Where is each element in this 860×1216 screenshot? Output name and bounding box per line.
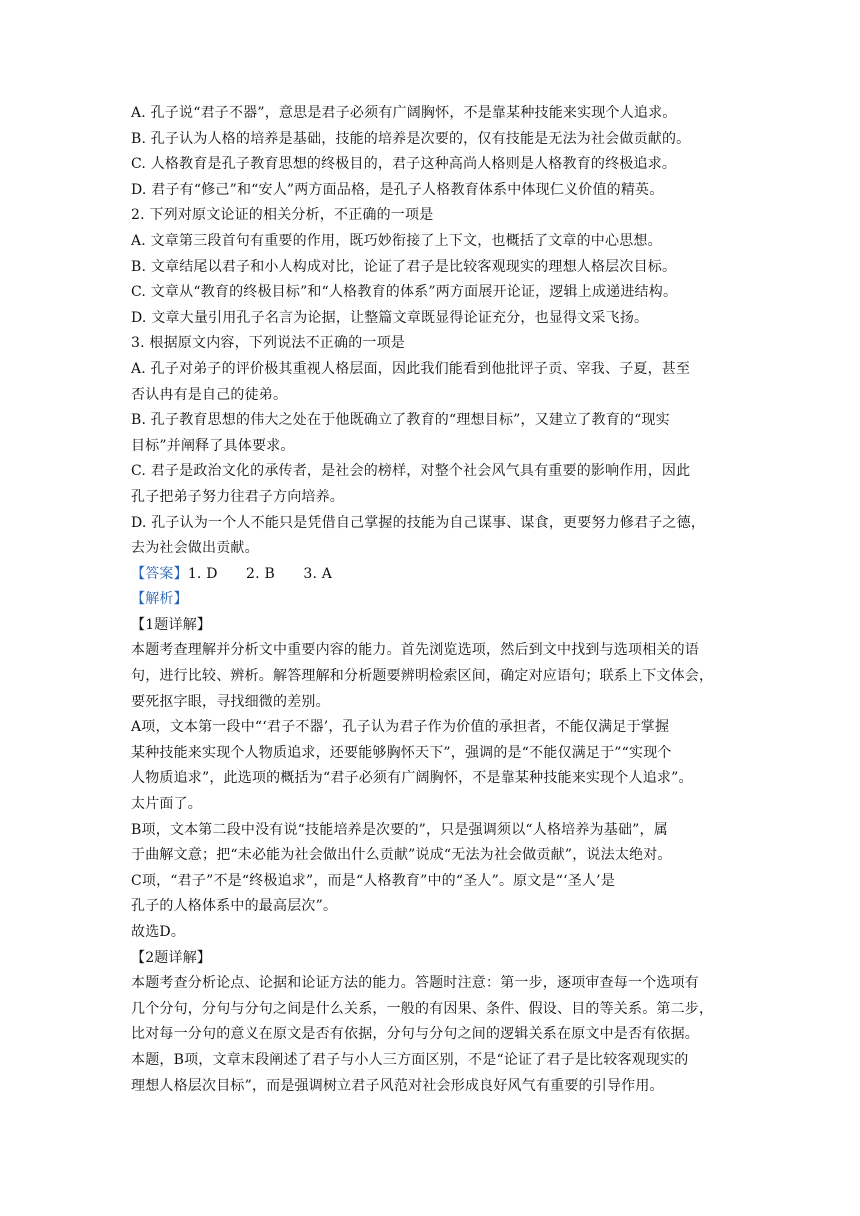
option-3b-line-1: B. 孔子教育思想的伟大之处在于他既确立了教育的“理想目标”，又建立了教育的“现实	[131, 412, 670, 429]
option-1c: C. 人格教育是孔子教育思想的终极目的，君子这种高尚人格则是人格教育的终极追求。	[131, 156, 677, 173]
detail-1-line: A项，文本第一段中“‘君子不器’，孔子认为君子作为价值的承担者，不能仅满足于掌握	[131, 719, 670, 736]
answer-tag: 【答案】	[131, 565, 188, 582]
detail-1-line: 某种技能来实现个人物质追求，还要能够胸怀天下”，强调的是“不能仅满足于”“实现个	[131, 744, 672, 761]
detail-2-line: 本题，B项，文章末段阐述了君子与小人三方面区别，不是“论证了君子是比较客观现实的	[131, 1051, 689, 1068]
option-3a-line-2: 否认冉有是自己的徒弟。	[131, 386, 288, 403]
answer-line	[131, 562, 731, 588]
document-page	[131, 101, 731, 1099]
detail-1-line: 太片面了。	[131, 796, 202, 813]
question-3: 3. 根据原文内容，下列说法不正确的一项是	[131, 335, 406, 352]
detail-2-line: 比对每一分句的意义在原文是否有依据，分句与分句之间的逻辑关系在原文中是否有依据。	[131, 1026, 699, 1043]
option-3d-line-2: 去为社会做出贡献。	[131, 540, 259, 557]
question-2: 2. 下列对原文论证的相关分析，不正确的一项是	[131, 207, 434, 224]
detail-1-heading: 【1题详解】	[131, 616, 212, 633]
detail-1-line: 故选D。	[131, 924, 186, 940]
detail-2-line: 几个分句，分句与分句之间是什么关系，一般的有因果、条件、假设、目的等关系。第二步，	[131, 1000, 714, 1017]
option-2b: B. 文章结尾以君子和小人构成对比，论证了君子是比较客观现实的理想人格层次目标。	[131, 258, 677, 275]
option-1b: B. 孔子认为人格的培养是基础，技能的培养是次要的，仅有技能是无法为社会做贡献的。	[131, 130, 691, 147]
analysis-tag: 【解析】	[131, 591, 188, 608]
option-2a: A. 文章第三段首句有重要的作用，既巧妙衔接了上下文，也概括了文章的中心思想。	[131, 232, 662, 249]
detail-1-line: 句，进行比较、辨析。解答理解和分析题要辨明检索区间，确定对应语句；联系上下文体会，	[131, 668, 714, 685]
option-1a: A. 孔子说“君子不器”，意思是君子必须有广阔胸怀，不是靠某种技能来实现个人追求。	[131, 105, 677, 121]
option-3c-line-1: C. 君子是政治文化的承传者，是社会的榜样，对整个社会风气具有重要的影响作用，因此	[131, 463, 691, 480]
detail-2-line: 本题考查分析论点、论据和论证方法的能力。答题时注意：第一步，逐项审查每一个选项有	[131, 975, 699, 992]
option-3a-line-1: A. 孔子对弟子的评价极其重视人格层面，因此我们能看到他批评子贡、宰我、子夏，甚至	[131, 360, 691, 377]
option-3d-line-1: D. 孔子认为一个人不能只是凭借自己掌握的技能为自己谋事、谋食，更要努力修君子之德，	[131, 514, 706, 531]
detail-1-line: 本题考查理解并分析文中重要内容的能力。首先浏览选项，然后到文中找到与选项相关的语	[131, 642, 699, 659]
detail-2-line: 理想人格层次目标”，而是强调树立君子风范对社会形成良好风气有重要的引导作用。	[131, 1077, 664, 1094]
detail-1-line: C项，“君子”不是“终极追求”，而是“人格教育”中的“圣人”。原文是“‘圣人’是	[131, 872, 616, 889]
answer-text: 1. D 2. B 3. A	[187, 565, 333, 582]
option-1d: D. 君子有“修己”和“安人”两方面品格，是孔子人格教育体系中体现仁义价值的精英。	[131, 181, 664, 198]
detail-1-line: 于曲解文意；把“未必能为社会做出什么贡献”说成“无法为社会做贡献”，说法太绝对。	[131, 847, 672, 864]
detail-2-heading: 【2题详解】	[131, 949, 212, 966]
analysis-line	[131, 587, 731, 613]
detail-1-line: 要死抠字眼，寻找细微的差别。	[131, 693, 330, 710]
option-2c: C. 文章从“教育的终极目标”和“人格教育的体系”两方面展开论证，逻辑上成递进结构。	[131, 284, 678, 301]
option-3c-line-2: 孔子把弟子努力往君子方向培养。	[131, 488, 344, 505]
option-3b-line-2: 目标”并阐释了具体要求。	[131, 437, 295, 454]
detail-1-line: 孔子的人格体系中的最高层次”。	[131, 898, 338, 915]
detail-1-line: 人物质追求”，此选项的概括为“君子必须有广阔胸怀，不是靠某种技能来实现个人追求”。	[131, 770, 693, 787]
detail-1-line: B项，文本第二段中没有说“技能培养是次要的”，只是强调须以“人格培养为基础”，属	[131, 821, 668, 838]
option-2d: D. 文章大量引用孔子名言为论据，让整篇文章既显得论证充分，也显得文采飞扬。	[131, 309, 649, 326]
